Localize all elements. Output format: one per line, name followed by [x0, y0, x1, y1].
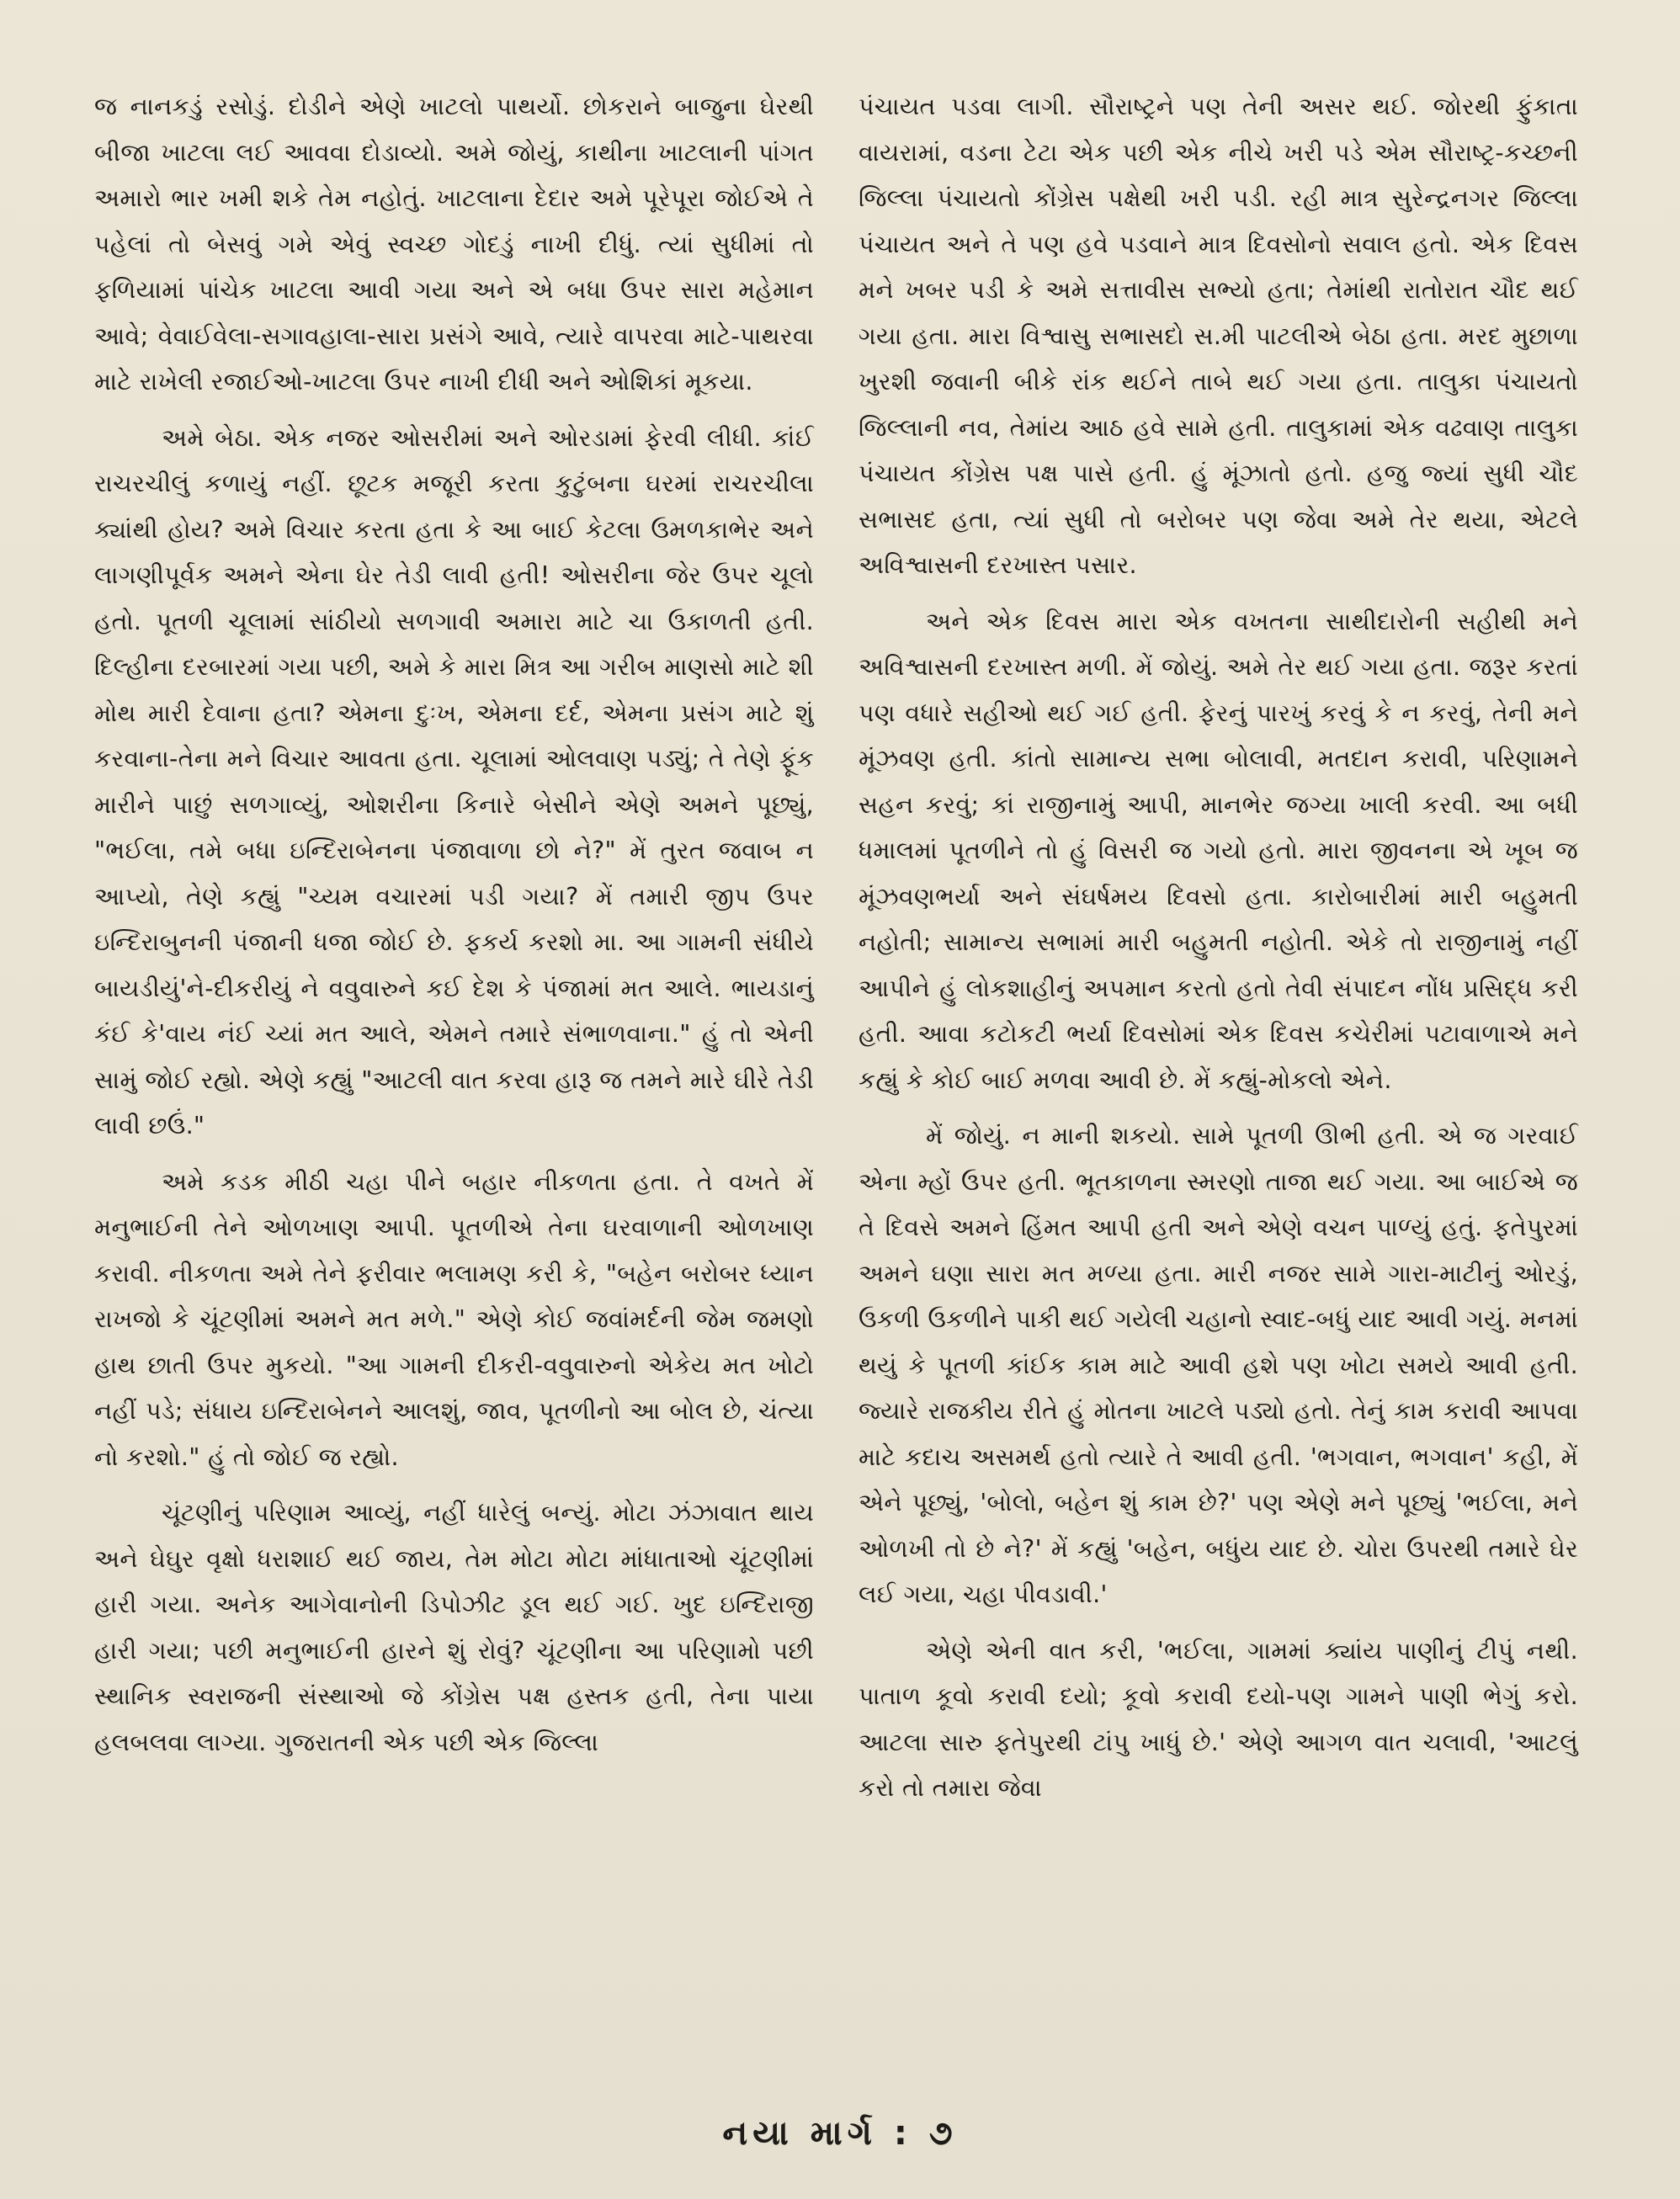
paragraph: અમે બેઠા. એક નજર ઓસરીમાં અને ઓરડામાં ફેરવી લીધી. કાંઈ રાચરચીલું કળાયું નહીં. છૂટક મજૂરી કરતા કુટુંબના ઘરમાં રાચરચીલા ક્યાંથી હોય? અમે વિચાર કરતા હતા કે આ બાઈ કેટલા ઉમળકાભેર અને લાગણીપૂર્વક અમને એના ઘેર તેડી લાવી હતી! ઓસરીના જેર ઉપર ચૂલો હતો. પૂતળી ચૂલામાં સાંઠીયો સળગાવી અમારા માટે ચા ઉકાળતી હતી. દિલ્હીના દરબારમાં ગયા પછી, અમે કે મારા મિત્ર આ ગરીબ માણસો માટે શી મોથ મારી દેવાના હતા? એમના દુઃખ, એમના દર્દ, એમના પ્રસંગ માટે શું કરવાના-તેના મને વિચાર આવતા હતા. ચૂલામાં ઓલવાણ પડ્યું; તે તેણે ફૂંક મારીને પાછું સળગાવ્યું, ઓશરીના કિનારે બેસીને એણે અમને પૂછ્યું, "ભઈલા, તમે બધા ઇન્દિરાબેનના પંજાવાળા છો ને?" મેં તુરત જવાબ ન આપ્યો, તેણે કહ્યું "ચ્યમ વચારમાં પડી ગયા? મેં તમારી જીપ ઉપર ઇન્દિરાબુનની પંજાની ધજા જોઈ છે. ફકર્ય કરશો મા. આ ગામની સંધીયે બાયડીયું'ને-દીકરીયું ને વવુવારુને કઈ દેશ કે પંજામાં મત આલે. ભાયડાનું કંઈ કે'વાય નંઈ ચ્યાં મત આલે, એમને તમારે સંભાળવાના." હું તો એની સામું જોઈ રહ્યો. એણે કહ્યું "આટલી વાત કરવા હારૂ જ તમને મારે ઘીરે તેડી લાવી છઉં."	[94, 423, 814, 1139]
page-footer: નયા માર્ગ : ૭	[722, 2114, 958, 2153]
right-column	[859, 84, 1578, 1812]
paragraph: ચૂંટણીનું પરિણામ આવ્યું, નહીં ધારેલું બન્યું. મોટા ઝંઝાવાત થાય અને ઘેઘુર વૃક્ષો ધરાશાઈ થઈ જાય, તેમ મોટા મોટા માંધાતાઓ ચૂંટણીમાં હારી ગયા. અનેક આગેવાનોની ડિપોઝીટ ડૂલ થઈ ગઈ. ખુદ ઇન્દિરાજી હારી ગયા; પછી મનુભાઈની હારને શું રોવું? ચૂંટણીના આ પરિણામો પછી સ્થાનિક સ્વરાજની સંસ્થાઓ જે કોંગ્રેસ પક્ષ હસ્તક હતી, તેના પાયા હલબલવા લાગ્યા. ગુજરાતની એક પછી એક જિલ્લા	[94, 1499, 814, 1756]
paragraph: અમે કડક મીઠી ચહા પીને બહાર નીકળતા હતા. તે વખતે મેં મનુભાઈની તેને ઓળખાણ આપી. પૂતળીએ તેના ઘરવાળાની ઓળખાણ કરાવી. નીકળતા અમે તેને ફરીવાર ભલામણ કરી કે, "બહેન બરોબર ધ્યાન રાખજો કે ચૂંટણીમાં અમને મત મળે." એણે કોઈ જવાંમર્દની જેમ જમણો હાથ છાતી ઉપર મુકયો. "આ ગામની દીકરી-વવુવારુનો એકેય મત ખોટો નહીં પડે; સંધાય ઇન્દિરાબેનને આલશું, જાવ, પૂતળીનો આ બોલ છે, ચંત્યા નો કરશો." હું તો જોઈ જ રહ્યો.	[94, 1167, 814, 1471]
left-column	[94, 84, 814, 1766]
paragraph: અને એક દિવસ મારા એક વખતના સાથીદારોની સહીથી મને અવિશ્વાસની દરખાસ્ત મળી. મેં જોયું. અમે તેર થઈ ગયા હતા. જરૂર કરતાં પણ વધારે સહીઓ થઈ ગઈ હતી. ફેરનું પારખું કરવું કે ન કરવું, તેની મને મૂંઝવણ હતી. કાંતો સામાન્ય સભા બોલાવી, મતદાન કરાવી, પરિણામને સહન કરવું; કાં રાજીનામું આપી, માનભેર જગ્યા ખાલી કરવી. આ બધી ધમાલમાં પૂતળીને તો હું વિસરી જ ગયો હતો. મારા જીવનના એ ખૂબ જ મૂંઝવણભર્યા અને સંઘર્ષમય દિવસો હતા. કારોબારીમાં મારી બહુમતી નહોતી; સામાન્ય સભામાં મારી બહુમતી નહોતી. એકે તો રાજીનામું નહીં આપીને હું લોકશાહીનું અપમાન કરતો હતો તેવી સંપાદન નોંધ પ્રસિદ્ધ કરી હતી. આવા કટોકટી ભર્યા દિવસોમાં એક દિવસ કચેરીમાં પટાવાળાએ મને કહ્યું કે કોઈ બાઈ મળવા આવી છે. મેં કહ્યું-મોકલો એને.	[859, 607, 1578, 1094]
paragraph: મેં જોયું. ન માની શકયો. સામે પૂતળી ઊભી હતી. એ જ ગરવાઈ એના મ્હોં ઉપર હતી. ભૂતકાળના સ્મરણો તાજા થઈ ગયા. આ બાઈએ જ તે દિવસે અમને હિંમત આપી હતી અને એણે વચન પાળ્યું હતું. ફતેપુરમાં અમને ઘણા સારા મત મળ્યા હતા. મારી નજર સામે ગારા-માટીનું ઓરડું, ઉકળી ઉકળીને પાકી થઈ ગયેલી ચહાનો સ્વાદ-બધું યાદ આવી ગયું. મનમાં થયું કે પૂતળી કાંઈક કામ માટે આવી હશે પણ ખોટા સમયે આવી હતી. જ્યારે રાજકીય રીતે હું મોતના ખાટલે પડ્યો હતો. તેનું કામ કરાવી આપવા માટે કદાચ અસમર્થ હતો ત્યારે તે આવી હતી. 'ભગવાન, ભગવાન' કહી, મેં એને પૂછ્યું, 'બોલો, બહેન શું કામ છે?' પણ એણે મને પૂછ્યું 'ભઈલા, મને ઓળખી તો છે ને?' મેં કહ્યું 'બહેન, બધુંય યાદ છે. ચોરા ઉપરથી તમારે ઘેર લઈ ગયા, ચહા પીવડાવી.'	[859, 1122, 1578, 1608]
paragraph: પંચાયત પડવા લાગી. સૌરાષ્ટ્રને પણ તેની અસર થઈ. જોરથી ફુંકાતા વાયરામાં, વડના ટેટા એક પછી એક નીચે ખરી પડે એમ સૌરાષ્ટ્ર-કચ્છની જિલ્લા પંચાયતો કોંગ્રેસ પક્ષેથી ખરી પડી. રહી માત્ર સુરેન્દ્રનગર જિલ્લા પંચાયત અને તે પણ હવે પડવાને માત્ર દિવસોનો સવાલ હતો. એક દિવસ મને ખબર પડી કે અમે સત્તાવીસ સભ્યો હતા; તેમાંથી રાતોરાત ચૌદ થઈ ગયા હતા. મારા વિશ્વાસુ સભાસદો સ.મી પાટલીએ બેઠા હતા. મરદ મુછાળા ખુરશી જવાની બીકે રાંક થઈને તાબે થઈ ગયા હતા. તાલુકા પંચાયતો જિલ્લાની નવ, તેમાંય આઠ હવે સામે હતી. તાલુકામાં એક વઢવાણ તાલુકા પંચાયત કોંગ્રેસ પક્ષ પાસે હતી. હું મૂંઝાતો હતો. હજુ જ્યાં સુધી ચૌદ સભાસદ હતા, ત્યાં સુધી તો બરોબર પણ જેવા અમે તેર થયા, એટલે અવિશ્વાસની દરખાસ્ત પસાર.	[859, 93, 1578, 579]
paragraph: જ નાનકડું રસોડું. દોડીને એણે ખાટલો પાથર્યો. છોકરાને બાજુના ઘેરથી બીજા ખાટલા લઈ આવવા દોડાવ્યો. અમે જોયું, કાથીના ખાટલાની પાંગત અમારો ભાર ખમી શકે તેમ નહોતું. ખાટલાના દેદાર અમે પૂરેપૂરા જોઈએ તે પહેલાં તો બેસવું ગમે એવું સ્વચ્છ ગોદડું નાખી દીધું. ત્યાં સુધીમાં તો ફળિયામાં પાંચેક ખાટલા આવી ગયા અને એ બધા ઉપર સારા મહેમાન આવે; વેવાઈવેલા-સગાવહાલા-સારા પ્રસંગે આવે, ત્યારે વાપરવા માટે-પાથરવા માટે રાખેલી રજાઈઓ-ખાટલા ઉપર નાખી દીધી અને ઓશિકાં મૂકયા.	[94, 93, 814, 396]
paragraph: એણે એની વાત કરી, 'ભઈલા, ગામમાં ક્યાંય પાણીનું ટીપું નથી. પાતાળ કૂવો કરાવી દયો; કૂવો કરાવી દયો-પણ ગામને પાણી ભેગું કરો. આટલા સારુ ફતેપુરથી ટાંપુ ખાધું છે.' એણે આગળ વાત ચલાવી, 'આટલું કરો તો તમારા જેવા	[859, 1636, 1578, 1802]
